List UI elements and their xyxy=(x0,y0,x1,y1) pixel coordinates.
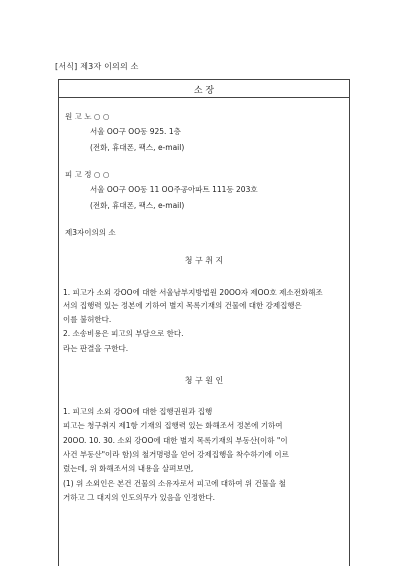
form-caption: [서식] 제3자 이의의 소 xyxy=(55,62,139,71)
plaintiff-address: 서울 OO구 OO동 925. 1층 xyxy=(90,127,181,136)
cause-line: 사건 부동산"이라 함)의 철거명령을 얻어 강제집행을 착수하기에 이르 xyxy=(63,450,289,459)
claim-line: 이를 불허한다. xyxy=(63,315,112,324)
claim-heading: 청 구 취 지 xyxy=(184,256,224,265)
cause-line: (1) 위 소외인은 본건 건물의 소유자로서 피고에 대하여 위 건물을 철 xyxy=(63,479,286,488)
cause-heading: 청 구 원 인 xyxy=(184,376,224,385)
defendant-contact: (전화, 휴대폰, 팩스, e-mail) xyxy=(90,201,185,210)
claim-line: 1. 피고가 소외 강OO에 대한 서울남부지방법원 20OO자 제OO호 제소전화해조 xyxy=(63,288,323,297)
cause-line: 피고는 청구취지 제1항 기재의 집행력 있는 화해조서 정본에 기하여 xyxy=(63,421,283,430)
plaintiff-name: 원 고 노 ○ ○ xyxy=(65,112,110,121)
title-row xyxy=(59,80,349,98)
defendant-address: 서울 OO구 OO동 11 OO주공아파트 111동 203호 xyxy=(90,185,258,194)
claim-line: 라는 판결을 구한다. xyxy=(63,344,129,353)
plaintiff-contact: (전화, 휴대폰, 팩스, e-mail) xyxy=(90,143,185,152)
claim-line: 2. 소송비용은 피고의 부담으로 한다. xyxy=(63,329,184,338)
document-frame xyxy=(58,79,350,566)
claim-line: 서의 집행력 있는 정본에 기하여 별지 목록기재의 건물에 대한 강제집행은 xyxy=(63,301,302,310)
defendant-name: 피 고 정 ○ ○ xyxy=(65,170,110,179)
cause-line: 1. 피고의 소외 강OO에 대한 집행권원과 집행 xyxy=(63,407,213,416)
case-name: 제3자이의의 소 xyxy=(65,228,116,237)
cause-line: 렀는데, 위 화해조서의 내용을 살펴보면, xyxy=(63,464,194,473)
cause-line: 20OO. 10. 30. 소외 강OO에 대한 별지 목록기재의 부동산(이하 "이 xyxy=(63,436,288,445)
cause-line: 거하고 그 대지의 인도의무가 있음을 인정한다. xyxy=(63,493,215,502)
document-title: 소 장 xyxy=(193,86,215,96)
